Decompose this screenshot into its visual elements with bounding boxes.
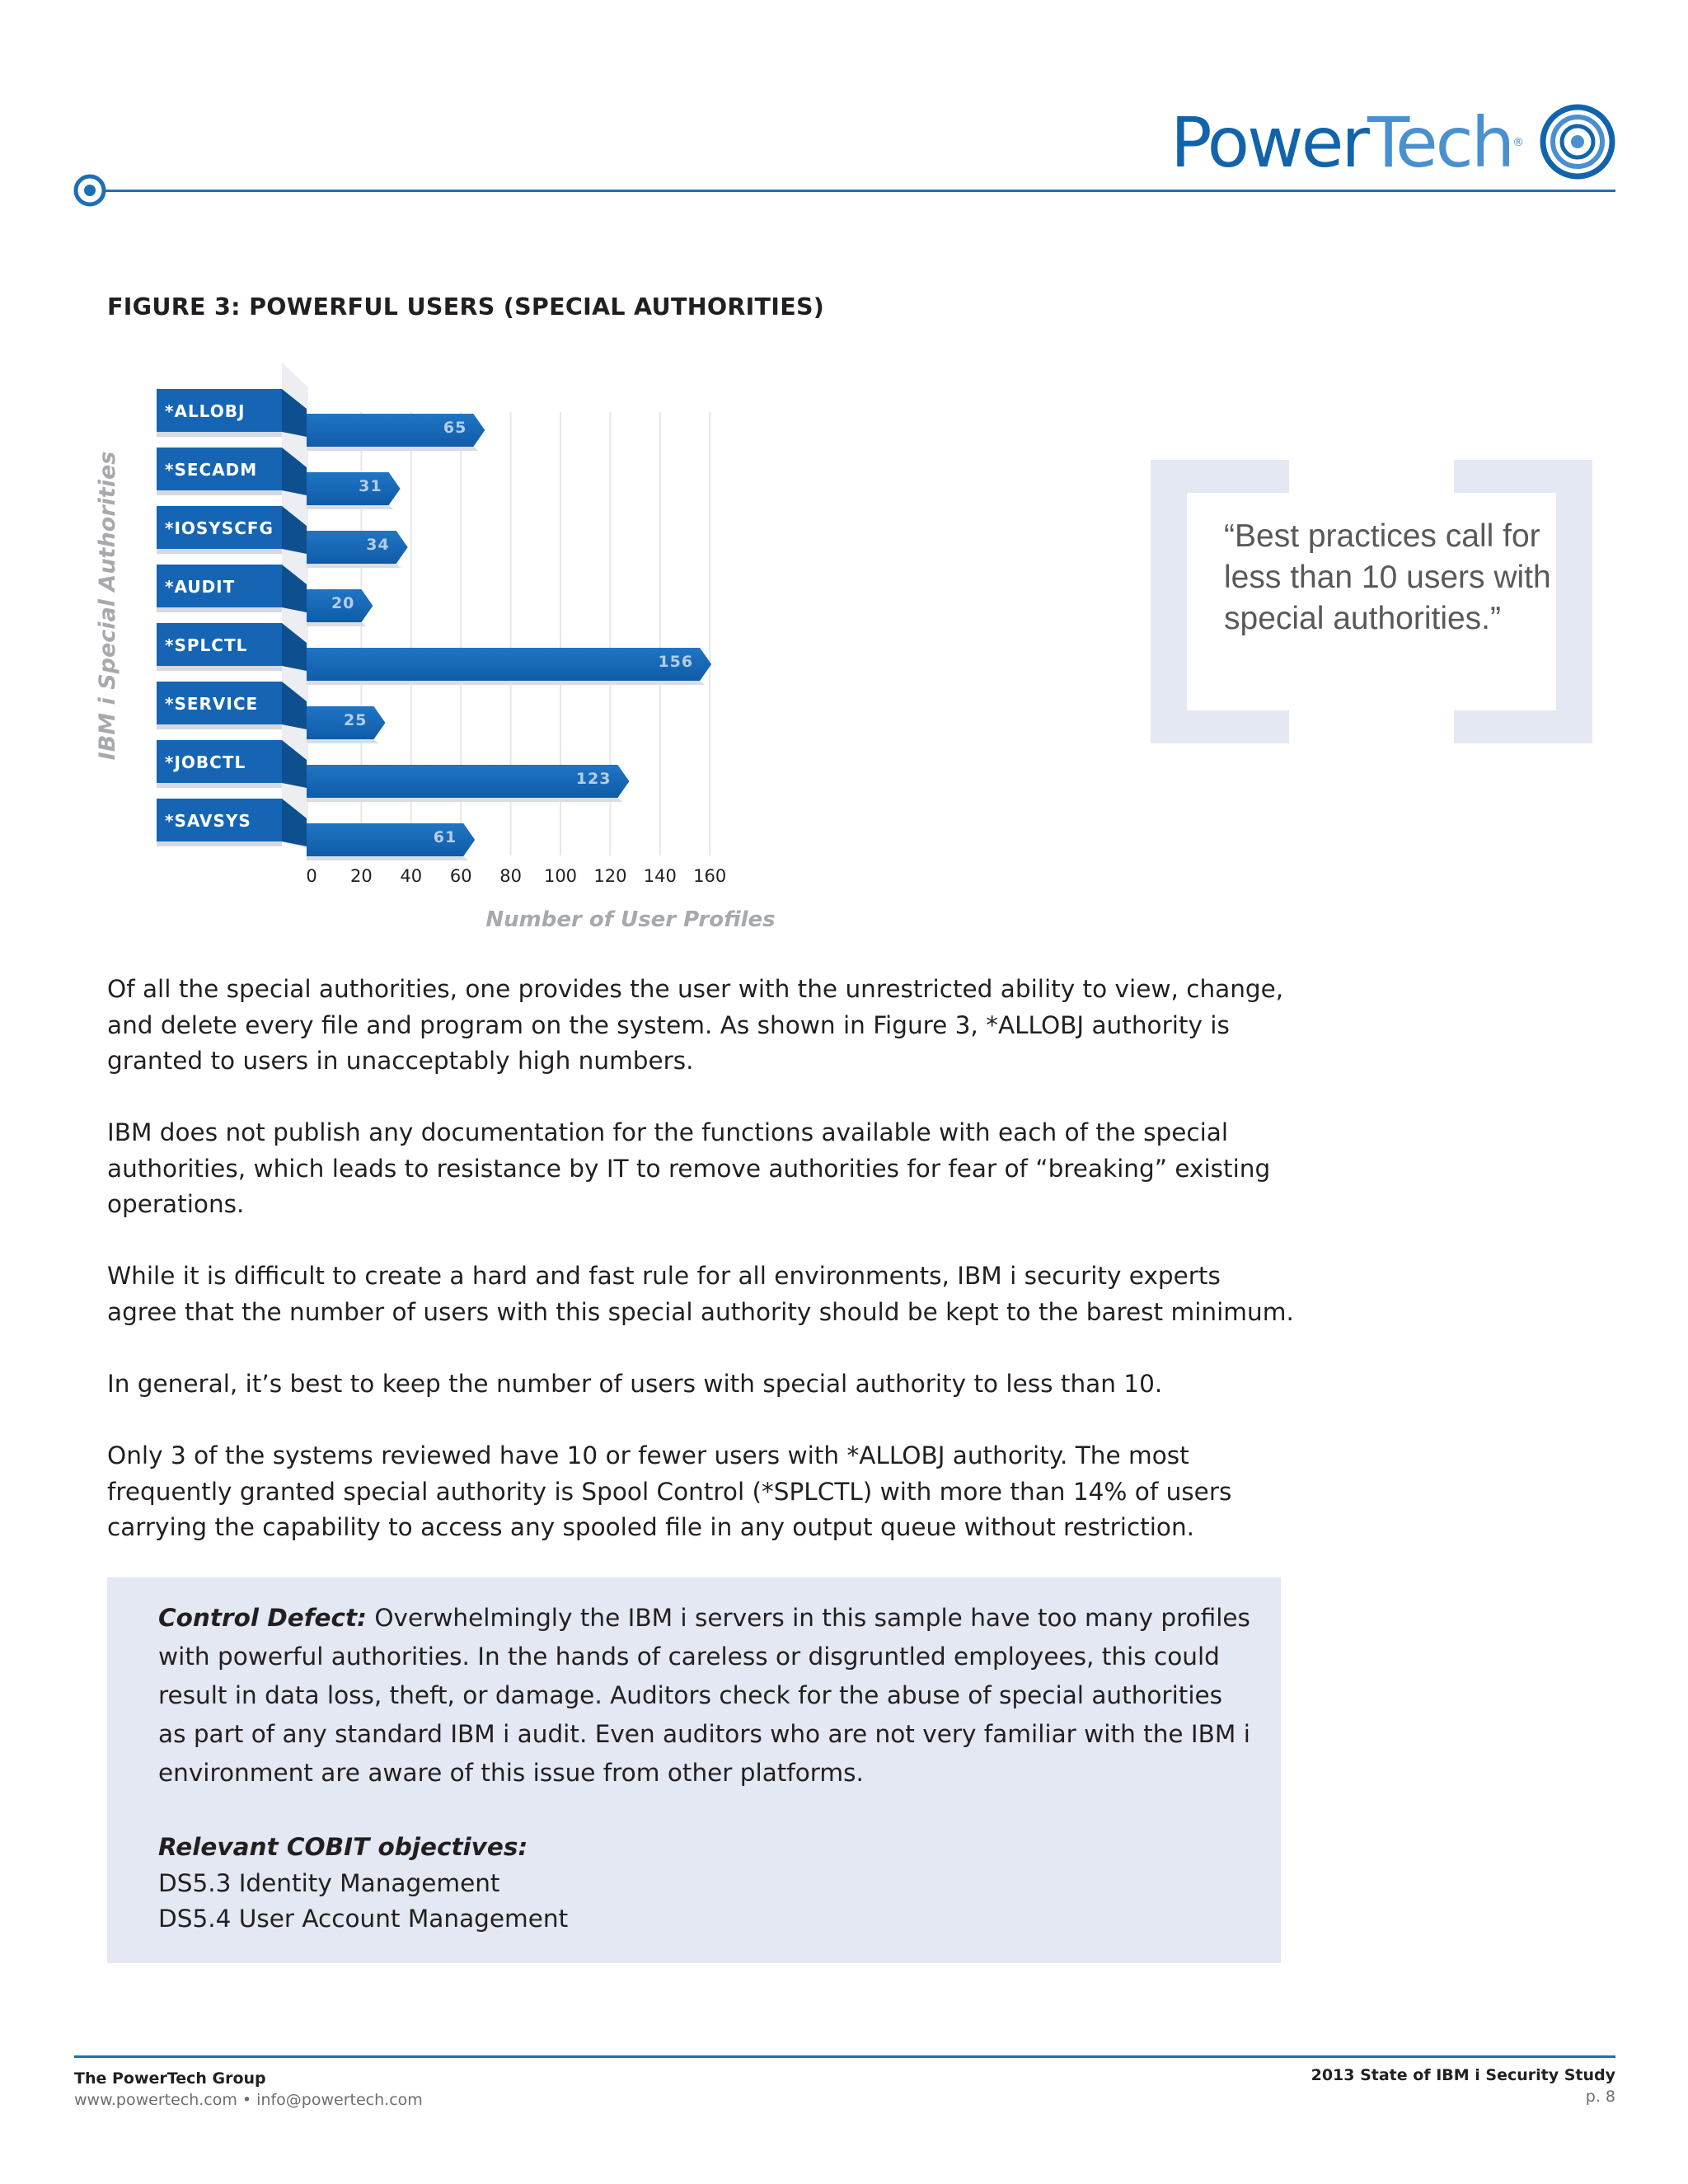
bar-value-label: 61	[433, 828, 457, 846]
logo-power: Power	[1170, 102, 1367, 183]
bar-shadow	[307, 447, 478, 451]
control-defect-label: Control Defect:	[158, 1604, 367, 1632]
x-tick-label: 80	[499, 866, 522, 886]
footer-contact: www.powertech.com • info@powertech.com	[74, 2091, 423, 2109]
category-label-shadow	[157, 607, 282, 612]
cobit-title: Relevant COBIT objectives:	[158, 1833, 528, 1861]
category-label: *SERVICE	[165, 694, 259, 714]
cobit-item: DS5.4 User Account Management	[158, 1905, 569, 1933]
header-target-icon	[73, 173, 107, 208]
logo-wordmark	[1170, 97, 1524, 188]
chart-bars	[307, 414, 711, 860]
bar-shadow	[307, 739, 379, 743]
x-tick-label: 160	[693, 866, 727, 886]
x-tick-label: 40	[400, 866, 423, 886]
powertech-logo	[1170, 97, 1615, 188]
figure-title: FIGURE 3: POWERFUL USERS (SPECIAL AUTHORITIES)	[107, 293, 825, 321]
x-tick-label: 0	[306, 866, 317, 886]
chart-x-ticks	[306, 866, 726, 886]
bar-value-label: 156	[658, 653, 694, 671]
bar-shadow	[307, 681, 705, 685]
category-label: *SAVSYS	[165, 811, 251, 831]
bar-shadow	[307, 798, 622, 802]
bar-value-label: 123	[575, 770, 612, 788]
category-label: *IOSYSCFG	[165, 518, 274, 538]
category-label: *ALLOBJ	[165, 401, 246, 421]
bar-value-label: 25	[344, 711, 368, 729]
category-label-shadow	[157, 549, 282, 554]
footer-rule	[74, 2055, 1615, 2058]
y-axis-label: IBM i Special Authorities	[95, 451, 120, 761]
body-paragraph-3: While it is difficult to create a hard and fast rule for all environments, IBM i security experts agree that the number of users with this special authority should be kept to the barest minimum.	[107, 1262, 1294, 1326]
control-defect-body: Overwhelmingly the IBM i servers in this sample have too many profiles with powerful authorities. In the hands of careless or disgruntled employees, this could result in data loss, theft, or damage. Auditors check for the abuse of special authorities as part of any standard IBM i audit. Even auditors who are not very familiar with the IBM i environment are aware of this issue from other platforms.	[158, 1604, 1250, 1787]
body-paragraph-2: IBM does not publish any documentation for the functions available with each of the special authorities, which leads to resistance by IT to remove authorities for fear of “breaking” existing operations.	[107, 1118, 1271, 1218]
category-label: *SPLCTL	[165, 635, 248, 655]
bar-value-label: 65	[443, 419, 467, 437]
special-authorities-chart	[78, 354, 1018, 948]
category-label: *AUDIT	[165, 577, 236, 597]
bar-shadow	[307, 564, 401, 568]
category-label: *JOBCTL	[165, 752, 246, 772]
bar-iosyscfg	[307, 531, 408, 564]
footer-page-number: p. 8	[1585, 2088, 1615, 2106]
body-paragraph-5: Only 3 of the systems reviewed have 10 or fewer users with *ALLOBJ authority. The most frequently granted special authority is Spool Control (*SPLCTL) with more than 14% of users carrying the capability to access any spooled file in any output queue without restriction.	[107, 1441, 1232, 1541]
pull-quote: “Best practices call for less than 10 users with special authorities.”	[1224, 518, 1551, 636]
body-paragraph-1: Of all the special authorities, one provides the user with the unrestricted ability to view, change, and delete every file and program on the system. As shown in Figure 3, *ALLOBJ authority is granted to users in unacceptably high numbers.	[107, 975, 1284, 1075]
bar-value-label: 34	[366, 536, 390, 554]
control-defect-text	[158, 1599, 1254, 1793]
x-tick-label: 60	[449, 866, 472, 886]
x-tick-label: 100	[543, 866, 578, 886]
bar-shadow	[307, 622, 366, 626]
logo-tech: Tech	[1367, 102, 1513, 183]
footer-study-title: 2013 State of IBM i Security Study	[1311, 2066, 1615, 2084]
category-label-shadow	[157, 724, 282, 729]
cobit-item: DS5.3 Identity Management	[158, 1869, 500, 1897]
category-label-shadow	[157, 783, 282, 788]
logo-registered-mark: ®	[1512, 136, 1525, 149]
bar-value-label: 20	[331, 594, 355, 612]
x-axis-label: Number of User Profiles	[485, 907, 776, 932]
category-label-shadow	[157, 432, 282, 437]
bar-value-label: 31	[359, 477, 382, 495]
category-label-shadow	[157, 666, 282, 671]
category-label: *SECADM	[165, 460, 258, 480]
header-rule	[74, 190, 1615, 192]
category-label-shadow	[157, 490, 282, 495]
target-logo-icon	[1540, 104, 1615, 180]
x-tick-label: 20	[350, 866, 373, 886]
body-paragraph-4: In general, it’s best to keep the number of users with special authority to less than 10.	[107, 1370, 1163, 1398]
bar-shadow	[307, 856, 468, 860]
bar-splctl	[307, 648, 711, 681]
x-tick-label: 120	[593, 866, 627, 886]
x-tick-label: 140	[643, 866, 677, 886]
footer-company: The PowerTech Group	[74, 2069, 266, 2088]
bar-shadow	[307, 505, 394, 509]
category-label-shadow	[157, 841, 282, 846]
bar-secadm	[307, 472, 401, 505]
